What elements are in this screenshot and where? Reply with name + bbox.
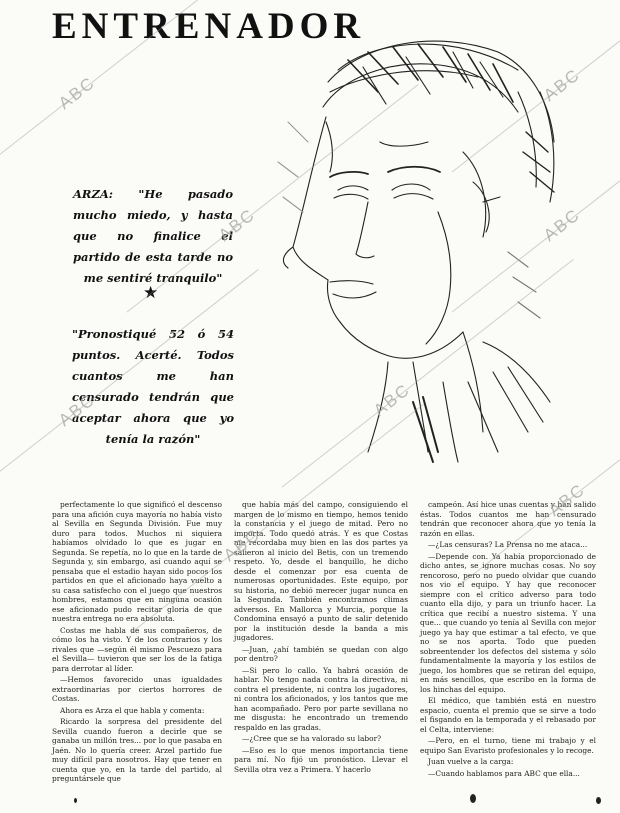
quote-prediction: "Pronostiqué 52 ó 54 puntos. Acerté. Todos cuantos me han censurado tendrán que aceptar ahora que yo tenía la razón" bbox=[72, 327, 234, 446]
abc-watermark: ABC bbox=[540, 204, 584, 245]
abc-watermark: ABC bbox=[215, 204, 259, 245]
ink-smudge bbox=[470, 794, 476, 803]
column-paragraph: Juan vuelve a la carga: bbox=[428, 757, 514, 766]
abc-watermark: ABC bbox=[540, 64, 584, 105]
column-paragraph: que había más del campo, consiguiendo el margen de lo mismo en tiempo, hemos tenido la constancia y el juego de mitad. Pero no importa. Todo quedó atrás. Y es que Costas me recordaba muy bien en las dos partes ya salieron al inicio del Betis, con un tremendo respeto. Yo, desde el banquillo, he dicho desde el comenzar por esa cuenta de numerosas oportunidades. Este equipo, por su historia, no debió merecer jugar nunca en la Segunda. También encontramos climas adversos. En Mallorca y Murcia, porque la Condomina ensayó a punto de salir detenido por la institución desde la banda a mis jugadores. bbox=[234, 500, 408, 642]
column-paragraph: perfectamente lo que significó el descenso para una afición cuya mayoría no había visto al Sevilla en Segunda División. Fue muy duro para todos. Muchos ni siquiera habíamos olvidado lo que es jugar en Segunda. Se repetía, no lo que en la tarde de Segunda y, sin embargo, así cuando aquí se pensaba que el estadio hayan sido pocos los partidos en que el aficionado haya vuelto a su casa satisfecho con el juego que nuestros hombres, estamos que en ninguna ocasión ese aficionado pudo recitar gloria de que nuestra entrega no era absoluta. bbox=[52, 500, 222, 623]
ink-smudge bbox=[596, 797, 601, 804]
column-paragraph: —Cuando hablamos para ABC que ella... bbox=[428, 768, 580, 778]
column-paragraph: campeón. Así hice unas cuentas y han salido éstas. Todos cuantos me han censurado tendrán que reconocer ahora que yo tenía la razón en ellas. bbox=[420, 500, 596, 538]
abc-watermark: ABC bbox=[220, 524, 264, 565]
column-paragraph: —Pero, en el turno, tiene mi trabajo y el equipo San Evaristo profesionales y lo recoge. bbox=[420, 736, 596, 755]
abc-watermark: ABC bbox=[545, 479, 589, 520]
column-paragraph: —¿Cree que se ha valorado su labor? bbox=[242, 734, 382, 743]
abc-watermark: ABC bbox=[55, 389, 99, 430]
column-paragraph: —Hemos favorecido unas igualdades extraordinarias por ciertos horrores de Costas. bbox=[52, 675, 222, 703]
abc-watermark: ABC bbox=[55, 72, 99, 113]
coach-portrait-drawing bbox=[268, 22, 568, 470]
abc-watermark: ABC bbox=[370, 379, 414, 420]
headline: ENTRENADOR bbox=[52, 6, 366, 47]
quote-arza-fear: ARZA: "He pasado mucho miedo, y hasta que no finalice el partido de esta tarde no me sentiré tranquilo" bbox=[73, 187, 233, 285]
ink-smudge bbox=[74, 798, 77, 803]
article-column-1 bbox=[52, 500, 222, 786]
article-column-3 bbox=[420, 500, 596, 780]
column-paragraph: Costas me habla de sus compañeros, de cómo los ha visto. Y de los contrarios y los rivales que —según él mismo Pescuezo para el Sevilla— tuvieron que ser los de la fatiga para derrotar al líder. bbox=[52, 625, 222, 673]
column-paragraph: Ricardo la sorpresa del presidente del Sevilla cuando fueron a decirle que se ganaba un millón tres... por lo que pasaba en Jaén. No lo quería creer. Arzel partido fue muy difícil para nosotros. Hay que tener en cuenta que yo, en la tarde del partido, al preguntársele que bbox=[52, 717, 222, 783]
column-paragraph: El médico, que también está en nuestro espacio, cuenta el premio que se sirve a todo el fisgando en la temporada y el rebasado por el Celta, interviene: bbox=[420, 696, 596, 734]
column-paragraph: —Depende con. Ya había proporcionado de dicho antes, se ignore muchas cosas. No soy rencoroso, pero no puedo olvidar que cuando nos vio el equipo. Y hay que reconocer siempre con el crítico adverso para todo cuanto ella dijo, y para un triunfo hacer. La crítica que recibí a nuestro sistema. Y una que... que cuando yo tenía al Sevilla con mejor juego ya hay que estimar a tal efecto, ve que no se nos aporta. Todo que pueden sobreentender los defectos del sistema y sólo fundamentalmente la mayoría y los estilos de juego, los hombres que se retiran del equipo, en más sencillos, que escribo en la forma de los hinchas del equipo. bbox=[420, 551, 596, 694]
column-paragraph: Ahora es Arza el que habla y comenta: bbox=[60, 705, 205, 715]
column-paragraph: —Juan, ¿ahí también se quedan con algo por dentro? bbox=[234, 644, 408, 663]
column-paragraph: —Si pero lo callo. Ya habrá ocasión de hablar. No tengo nada contra la directiva, ni contra el presidente, ni contra los jugadores, ni contra los aficionados, y los tantos que me han acompañado. Pero por parte sevillana no me disgusta: he encontrado un tremendo respaldo en las gradas. bbox=[234, 665, 408, 732]
star-separator: ★ bbox=[143, 283, 159, 303]
column-paragraph: —Eso es lo que menos importancia tiene para mí. No fijó un pronóstico. Llevar el Sevilla otra vez a Primera. Y hacerlo bbox=[234, 745, 408, 774]
column-paragraph: —¿Las censuras? La Prensa no me ataca... bbox=[428, 540, 588, 549]
